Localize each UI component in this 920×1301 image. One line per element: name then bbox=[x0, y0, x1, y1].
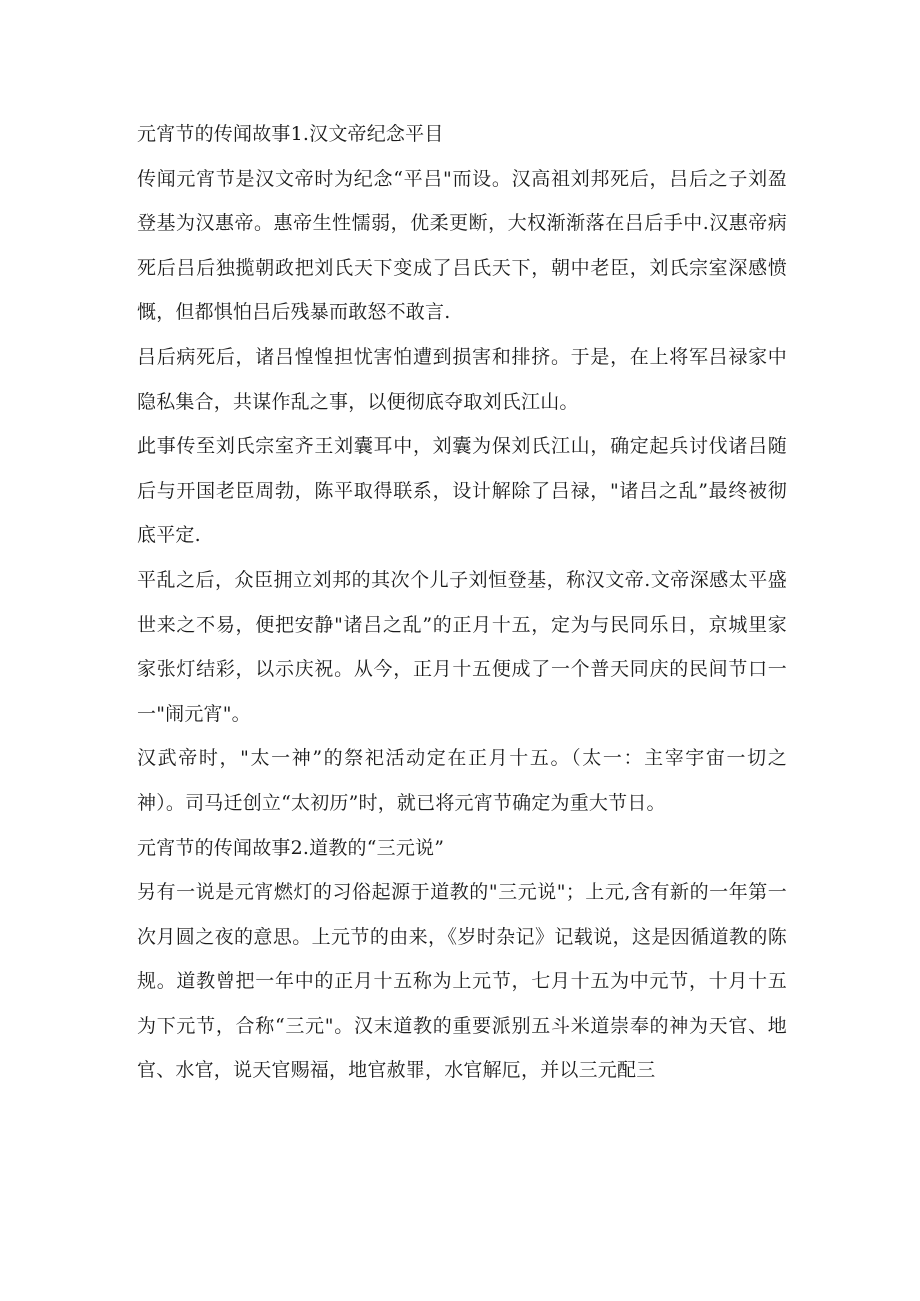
paragraph: 另有一说是元宵燃灯的习俗起源于道教的"三元说"；上元,含有新的一年第一次月圆之夜的意思。上元节的由来，《岁时杂记》记载说，这是因循道教的陈规。道教曾把一年中的正月十五称为上元节，七月十五为中元节，十月十五为下元节，合称“三元"。汉末道教的重要派别五斗米道崇奉的神为天官、地官、水官，说天官赐福，地官赦罪，水官解厄，并以三元配三 bbox=[137, 881, 787, 1082]
paragraph: 此事传至刘氏宗室齐王刘囊耳中，刘囊为保刘氏江山，确定起兵讨伐诸吕随后与开国老臣周勃，陈平取得联系，设计解除了吕禄，"诸吕之乱”最终被彻底平定. bbox=[137, 435, 787, 547]
paragraph: 汉武帝时，"太一神”的祭祀活动定在正月十五。（太一：主宰宇宙一切之神）。司马迁创立“太初历”时，就已将元宵节确定为重大节日。 bbox=[137, 747, 787, 814]
paragraph: 平乱之后，众臣拥立刘邦的其次个儿子刘恒登基，称汉文帝.文帝深感太平盛世来之不易，便把安静"诸吕之乱”的正月十五，定为与民同乐日，京城里家家张灯结彩，以示庆祝。从今，正月十五便成了一个普天同庆的民间节口一一"闹元宵"。 bbox=[137, 568, 787, 725]
paragraph: 吕后病死后，诸吕惶惶担忧害怕遭到损害和排挤。于是，在上将军吕禄家中隐私集合，共谋作乱之事，以便彻底夺取刘氏江山。 bbox=[137, 345, 787, 413]
section-heading-1: 元宵节的传闻故事1.汉文帝纪念平目 bbox=[137, 123, 444, 145]
section-heading-2: 元宵节的传闻故事2.道教的“三元说” bbox=[137, 836, 445, 859]
document-body bbox=[137, 112, 787, 1093]
paragraph: 传闻元宵节是汉文帝时为纪念“平吕"而设。汉高祖刘邦死后，吕后之子刘盈登基为汉惠帝。惠帝生性懦弱，优柔更断，大权渐渐落在吕后手中.汉惠帝病死后吕后独揽朝政把刘氏天下变成了吕氏天下，朝中老臣，刘氏宗室深感愤慨，但都惧怕吕后残暴而敢怒不敢言. bbox=[137, 167, 787, 324]
